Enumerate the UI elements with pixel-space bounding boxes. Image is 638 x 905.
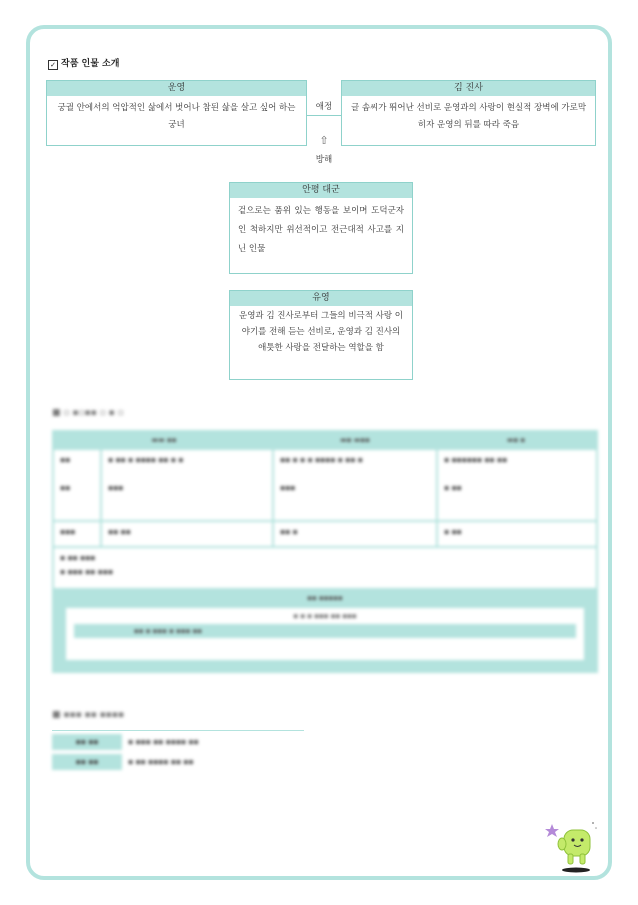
- table-cell: ▪ ▪▪: [438, 522, 596, 546]
- character-desc: 궁궐 안에서의 억압적인 삶에서 벗어나 참된 삶을 살고 싶어 하는 궁녀: [57, 103, 296, 130]
- mini-row: [52, 754, 304, 770]
- table-cell: ▪▪ ▪▪: [102, 522, 272, 546]
- table-cell: ▪▪ ▪ ▪ ▪ ▪▪▪▪ ▪ ▪▪ ▪ ▪▪▪: [274, 450, 436, 520]
- inner-highlight: ▪▪ ▪ ▪▪▪ ▪ ▪▪▪ ▪▪: [74, 624, 576, 638]
- section2-title: ■ ▫ ▪▫▪▪ ▫ ▪ ▫: [52, 408, 124, 418]
- character-box-unyeong: [46, 80, 307, 146]
- table-cell: ▪ ▪▪▪▪▪▪ ▪▪ ▪▪ ▪ ▪▪: [438, 450, 596, 520]
- table-header: ▬▪ ▬▪▪: [340, 436, 370, 444]
- inner-line: ▪ ▪ ▪ ▪▪▪ ▪▪ ▪▪▪: [293, 612, 357, 620]
- character-box-kimjinsa: [341, 80, 596, 146]
- mini-label: ▪▪ ▪▪: [52, 754, 122, 770]
- comparison-table: [52, 430, 598, 673]
- mini-value: ▪ ▪▪ ▪▪▪▪ ▪▪ ▪▪: [128, 757, 194, 766]
- mascot-icon: [544, 818, 600, 874]
- table-header: ▬▪ ▪: [506, 436, 526, 444]
- character-name: 유영: [230, 291, 412, 306]
- character-name: 운영: [47, 81, 306, 96]
- section3-title: ■ ▪▪▪ ▪▪ ▪▪▪▪: [52, 710, 124, 720]
- section-title: ✓ 작품 인물 소개: [48, 56, 119, 70]
- inner-panel: [54, 590, 596, 670]
- character-desc: 글 솜씨가 뛰어난 선비로 운영과의 사랑이 현실적 장벽에 가로막히자 운영의 뒤를 따라 죽음: [350, 103, 587, 130]
- checkbox-icon: ✓: [48, 60, 58, 70]
- table-header: ▬▬ ▪▪: [151, 436, 177, 444]
- mini-row: [52, 734, 304, 750]
- arrow-up-icon: ⇧: [319, 134, 329, 147]
- table-cell: ▪▪ ▪: [274, 522, 436, 546]
- table-cell: ▪▪ ▪▪: [54, 450, 100, 520]
- table-bullets: ▪ ▪▪ ▪▪▪ ▪ ▪▪▪ ▪▪ ▪▪▪: [54, 548, 596, 588]
- character-desc: 운영과 김 진사로부터 그들의 비극적 사랑 이야기를 전해 듣는 선비로, 운영과 김 진사의 애틋한 사랑을 전달하는 역할을 함: [238, 311, 403, 353]
- character-desc: 겉으로는 품위 있는 행동을 보이며 도덕군자인 척하지만 위선적이고 전근대적 사고를 지닌 인물: [238, 206, 404, 254]
- character-name: 안평 대군: [230, 183, 412, 198]
- mini-value: ▪ ▪▪▪ ▪▪ ▪▪▪▪ ▪▪: [128, 737, 199, 746]
- mini-label: ▪▪ ▪▪: [52, 734, 122, 750]
- character-box-yuyeong: [229, 290, 413, 380]
- relation-line: [307, 115, 341, 116]
- character-box-anpyeong: [229, 182, 413, 274]
- divider: [52, 730, 304, 731]
- inner-title: ▪▪ ▪▪▪▪▪: [307, 594, 343, 602]
- relation-love: 애정: [315, 102, 333, 112]
- table-cell: ▪▪▪: [54, 522, 100, 546]
- inner-box: [66, 608, 584, 660]
- table-cell: ▪ ▪▪ ▪ ▪▪▪▪ ▪▪ ▪ ▪ ▪▪▪: [102, 450, 272, 520]
- relation-obstruct: 방해: [315, 155, 333, 165]
- character-name: 김 진사: [342, 81, 595, 96]
